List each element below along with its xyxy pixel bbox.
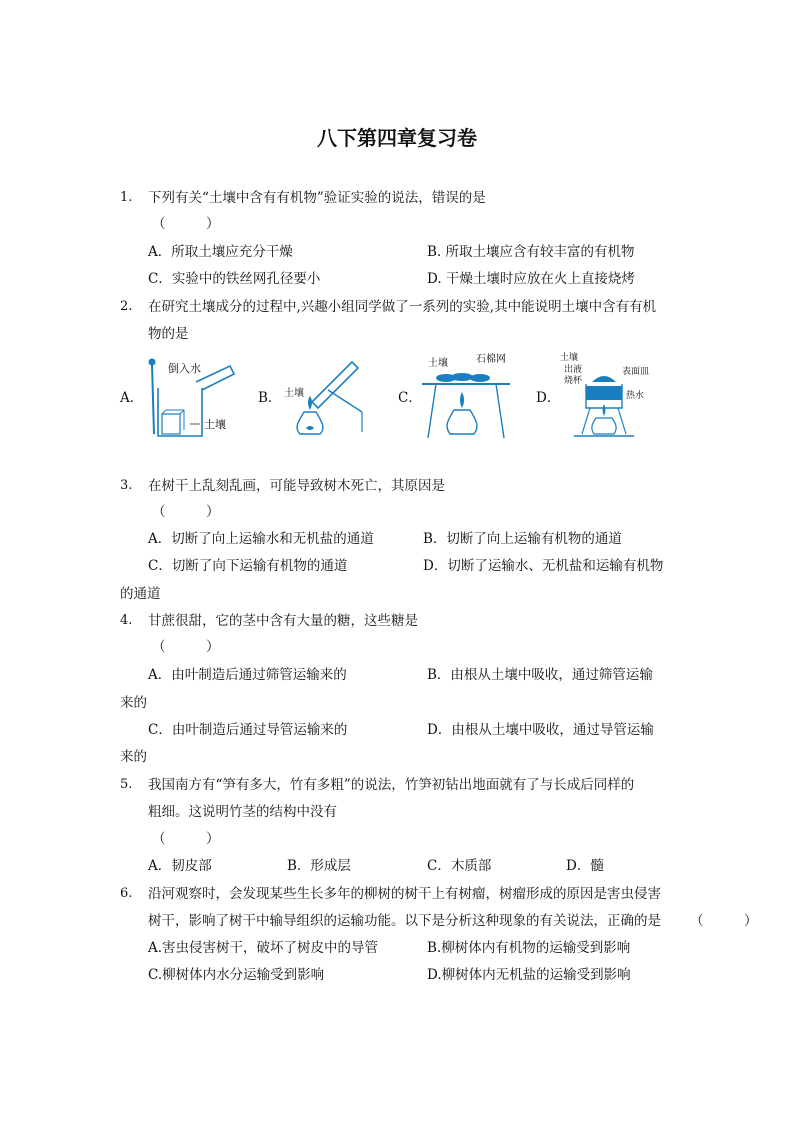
label-soil: 土壤	[428, 358, 448, 369]
option-c: C．实验中的铁丝网孔径要小	[148, 271, 321, 287]
question-stem: 甘蔗很甜，它的茎中含有大量的糖，这些糖是	[148, 613, 418, 629]
question-stem: 下列有关“土壤中含有有机物”验证实验的说法，错误的是	[148, 190, 486, 206]
figure-letter-a: A．	[120, 390, 144, 406]
label-dish: 表面皿	[622, 367, 650, 377]
question-number: 4.	[120, 613, 133, 628]
figure-d-water-bath	[556, 348, 666, 442]
answer-paren: （ ）	[152, 831, 220, 847]
figure-a-beaker-soil	[140, 352, 240, 442]
question-stem-cont: 物的是	[148, 326, 189, 342]
option-b-cont: 来的	[120, 695, 147, 711]
option-a: A．切断了向上运输水和无机盐的通道	[148, 531, 374, 547]
option-c: C．木质部	[427, 858, 492, 874]
answer-paren: （ ）	[690, 913, 758, 929]
question-number: 6.	[120, 886, 133, 901]
label-soil: 土壤	[204, 418, 226, 431]
option-d: D．髓	[566, 858, 604, 874]
option-a: A.害虫侵害树干，破坏了树皮中的导管	[148, 940, 379, 956]
option-a: A．所取土壤应充分干燥	[148, 244, 293, 260]
figure-letter-d: D．	[536, 390, 561, 406]
option-a: A．由叶制造后通过筛管运输来的	[148, 667, 347, 683]
option-d: D．切断了运输水、无机盐和运输有机物	[423, 558, 664, 574]
option-c: C．由叶制造后通过导管运输来的	[148, 722, 348, 738]
question-stem: 在研究土壤成分的过程中,兴趣小组同学做了一系列的实验,其中能说明土壤中含有有机	[148, 299, 657, 315]
option-b: B．形成层	[287, 858, 351, 874]
answer-paren: （ ）	[152, 216, 220, 232]
label-soil: 土壤	[560, 353, 579, 363]
option-b: B. 所取土壤应含有较丰富的有机物	[427, 244, 635, 260]
label-beaker-1: 出液	[564, 365, 583, 375]
figure-c-asbestos-net	[418, 350, 518, 442]
label-asbestos-net: 石棉网	[476, 354, 506, 365]
option-a: A．韧皮部	[148, 858, 212, 874]
label-soil: 土壤	[284, 388, 304, 399]
option-b: B．切断了向上运输有机物的通道	[423, 531, 622, 547]
question-stem: 沿河观察时，会发现某些生长多年的柳树的树干上有树瘤，树瘤形成的原因是害虫侵害	[148, 886, 661, 902]
figure-b-test-tube-heating	[282, 352, 382, 442]
option-c: C.柳树体内水分运输受到影响	[148, 967, 325, 983]
question-number: 3.	[120, 478, 133, 493]
option-b: B．由根从土壤中吸收，通过筛管运输	[427, 667, 653, 683]
answer-paren: （ ）	[152, 639, 220, 655]
option-d-cont: 来的	[120, 749, 147, 765]
figure-letter-c: C．	[398, 390, 422, 406]
question-stem: 在树干上乱刻乱画，可能导致树木死亡，其原因是	[148, 478, 445, 494]
question-stem-cont: 粗细。这说明竹茎的结构中没有	[148, 804, 337, 820]
question-number: 2.	[120, 299, 133, 314]
question-stem-cont: 树干，影响了树干中输导组织的运输功能。以下是分析这种现象的有关说法，正确的是	[148, 913, 661, 929]
option-d: D. 干燥土壤时应放在火上直接烧烤	[427, 271, 635, 287]
question-number: 1.	[120, 190, 133, 205]
label-hot-water: 热水	[626, 391, 645, 401]
option-c: C．切断了向下运输有机物的通道	[148, 558, 348, 574]
option-d: D.柳树体内无机盐的运输受到影响	[427, 967, 631, 983]
answer-paren: （ ）	[152, 504, 220, 520]
question-stem: 我国南方有“笋有多大，竹有多粗”的说法，竹笋初钻出地面就有了与长成后同样的	[148, 777, 635, 793]
question-number: 5.	[120, 777, 133, 792]
option-d-cont: 的通道	[120, 586, 161, 602]
label-pour-water: 倒入水	[168, 362, 201, 375]
page-title: 八下第四章复习卷	[317, 126, 477, 150]
option-d: D．由根从土壤中吸收，通过导管运输	[427, 722, 654, 738]
figure-letter-b: B．	[258, 390, 282, 406]
label-beaker-2: 烧杯	[564, 376, 583, 386]
option-b: B.柳树体内有机物的运输受到影响	[427, 940, 631, 956]
